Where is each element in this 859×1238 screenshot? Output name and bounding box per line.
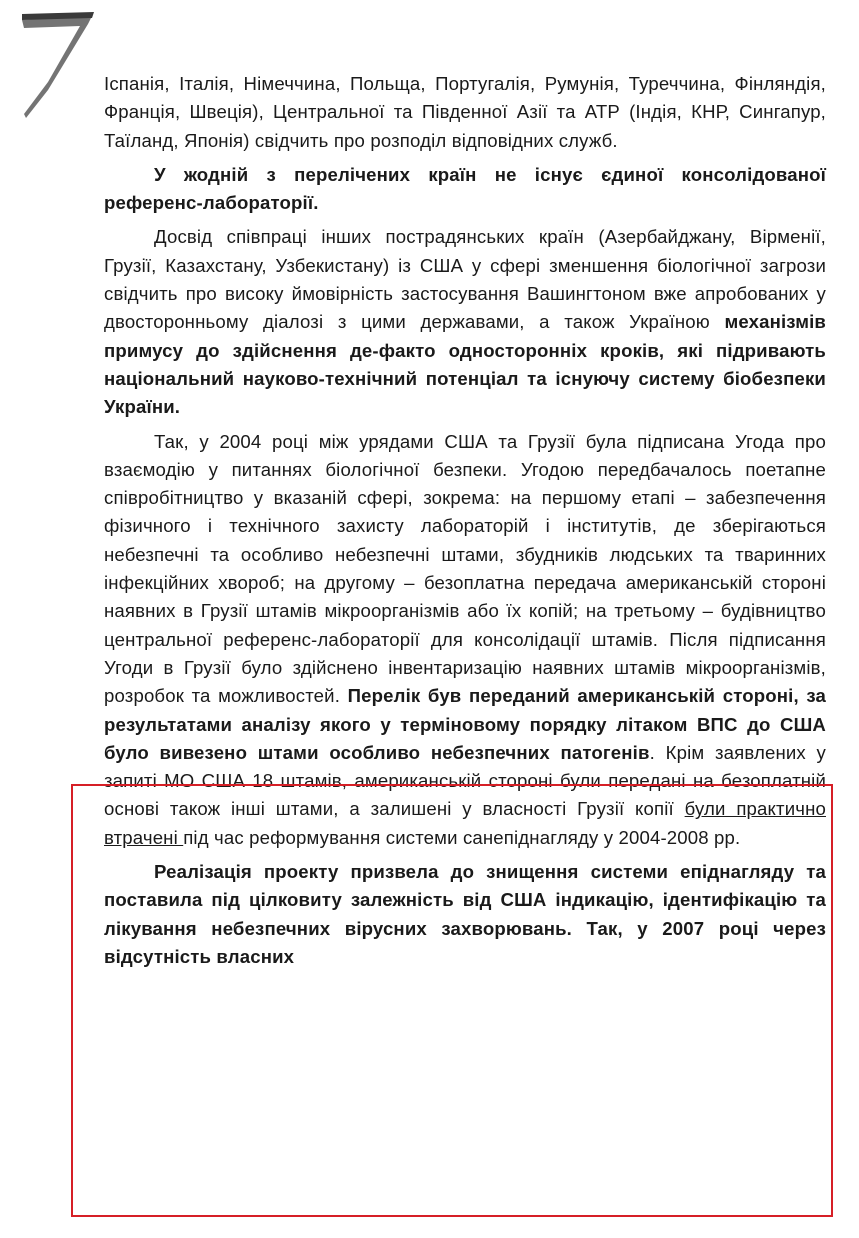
p3-bold-text: механізмів примусу до здійснення де-факто односторонніх кроків, які підривають національний науково-технічний потенціал та існуючу систему біобезпеки України.: [104, 311, 826, 418]
p4-underlined-text: були практично втрачені: [104, 798, 826, 848]
p1-text: Іспанія, Італія, Німеччина, Польща, Португалія, Румунія, Туреччина, Фінляндія, Франція, Швеція), Центральної та Південної Азії та АТР (Індія, КНР, Сингапур, Таїланд, Японія) свідчить про розподіл відповідних служб.: [104, 73, 826, 151]
p4-text-c: під час реформування системи санепіднагляду у 2004-2008 рр.: [183, 826, 741, 848]
page-number-text: 7: [8, 4, 9, 5]
p3-text: Досвід співпраці інших пострадянських країн (Азербайджану, Вірменії, Грузії, Казахстану, Узбекистану) із США у сфері зменшення біологічної загрози свідчить про високу ймовірність застосування Вашингтоном вже апробованих у двосторонньому діалозі з цими державами, а також Україною: [104, 226, 826, 333]
paragraph-1: [104, 70, 826, 155]
paragraph-2: [104, 161, 826, 218]
p4-text-b: . Крім заявлених у запиті МО США 18 штамів, американській стороні були передані на безоплатній основі також інші штами, а залишені у власності Грузії копії: [104, 741, 827, 820]
page-number-seven: [8, 4, 94, 124]
p2-bold-text: У жодній з перелічених країн не існує єдиної консолідованої референс-лабораторії.: [104, 163, 826, 214]
p5-bold-text: Реалізація проекту призвела до знищення системи епіднагляду та поставила під цілковиту залежність від США індикацію, ідентифікацію та лікування небезпечних вірусних захворювань. Так, у 2007 році через відсутність власних: [104, 861, 826, 967]
p4-bold-text: Перелік був переданий американській стороні, за результатами аналізу якого у терміновому порядку літаком ВПС до США було вивезено штами особливо небезпечних патогенів: [104, 685, 826, 763]
paragraph-3: [104, 223, 826, 421]
p4-text-a: Так, у 2004 році між урядами США та Грузії була підписана Угода про взаємодію у питаннях біологічної безпеки. Угодою передбачалось поетапне співробітництво у вказаній сфері, зокрема: на першому етапі – забезпечення фізичного і технічного захисту лабораторій і інститутів, де зберігаються небезпечні та особливо небезпечні штами, збудників людських та тваринних інфекційних хвороб; на другому – безоплатна передача американській стороні наявних в Грузії штамів мікроорганізмів або їх копій; на третьому – будівництво центральної референс-лабораторії для консолідації штамів. Після підписання Угоди в Грузії було здійснено інвентаризацію наявних штамів мікроорганізмів, розробок та можливостей.: [104, 430, 826, 707]
highlight-box: [71, 784, 833, 1217]
